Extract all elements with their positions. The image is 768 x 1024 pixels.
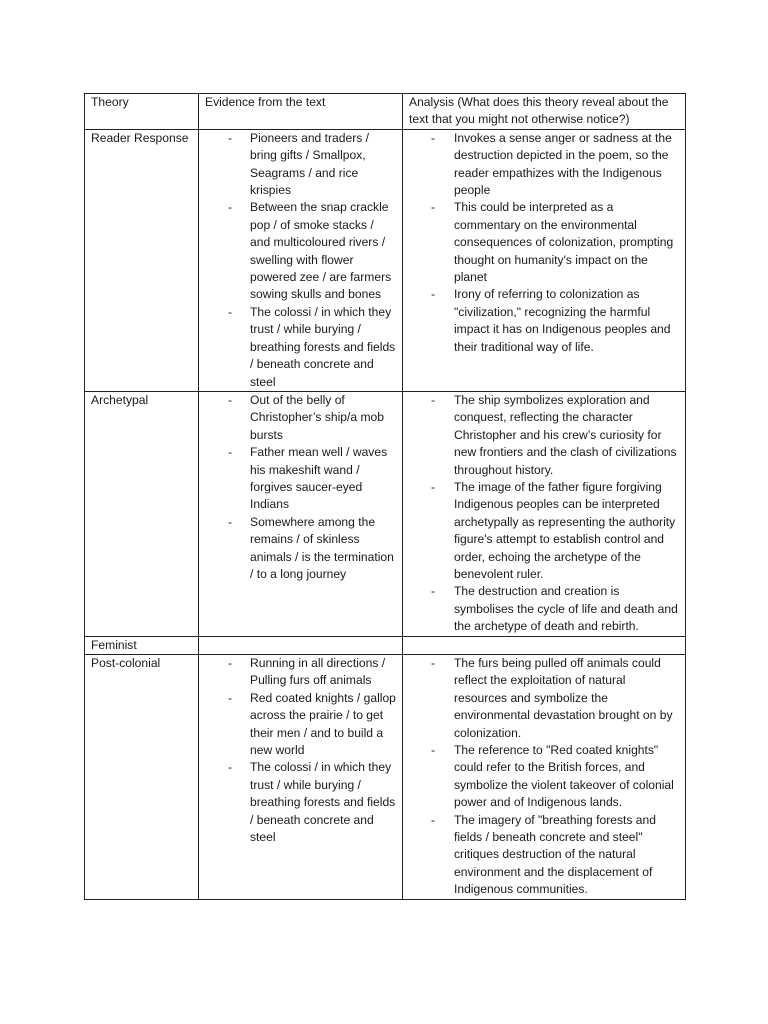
analysis-item: - The image of the father figure forgiving Indigenous peoples can be interpreted archetypally as representing the authority figure's attempt to establish control and order, echoing the archetype of the benevolent ruler. <box>409 479 680 583</box>
evidence-cell <box>199 655 403 900</box>
table-row <box>85 391 686 636</box>
evidence-item: - Between the snap crackle pop / of smoke stacks / and multicoloured rivers / swelling with flower powered zee / are farmers sowing skulls and bones <box>205 199 397 303</box>
theory-cell: Archetypal <box>85 391 199 636</box>
analysis-cell <box>403 655 686 900</box>
analysis-item: - This could be interpreted as a commentary on the environmental consequences of colonization, prompting thought on humanity's impact on the planet <box>409 199 680 286</box>
analysis-item: - The reference to "Red coated knights" could refer to the British forces, and symbolize the violent takeover of colonial power and of Indigenous lands. <box>409 742 680 812</box>
evidence-list <box>205 655 397 846</box>
evidence-list <box>205 130 397 391</box>
analysis-item: - Invokes a sense anger or sadness at the destruction depicted in the poem, so the reader empathizes with the Indigenous people <box>409 130 680 200</box>
evidence-item: - Red coated knights / gallop across the prairie / to get their men / and to build a new world <box>205 690 397 760</box>
evidence-item: - The colossi / in which they trust / while burying / breathing forests and fields / beneath concrete and steel <box>205 304 397 391</box>
evidence-item: - Out of the belly of Christopher’s ship/a mob bursts <box>205 392 397 444</box>
header-analysis: Analysis (What does this theory reveal about the text that you might not otherwise notice?) <box>403 94 686 130</box>
evidence-cell <box>199 129 403 391</box>
evidence-item: - Running in all directions / Pulling furs off animals <box>205 655 397 690</box>
header-row <box>85 94 686 130</box>
evidence-list <box>205 392 397 583</box>
theory-cell: Reader Response <box>85 129 199 391</box>
analysis-item: - The destruction and creation is symbolises the cycle of life and death and the archetype of death and rebirth. <box>409 583 680 635</box>
analysis-cell <box>403 391 686 636</box>
evidence-item: - Pioneers and traders / bring gifts / Smallpox, Seagrams / and rice krispies <box>205 130 397 200</box>
theory-analysis-table <box>84 93 686 900</box>
header-theory: Theory <box>85 94 199 130</box>
analysis-item: - The furs being pulled off animals could reflect the exploitation of natural resources and symbolize the environmental devastation brought on by colonization. <box>409 655 680 742</box>
analysis-cell <box>403 129 686 391</box>
theory-cell: Post-colonial <box>85 655 199 900</box>
evidence-item: - The colossi / in which they trust / while burying / breathing forests and fields / beneath concrete and steel <box>205 759 397 846</box>
analysis-item: - Irony of referring to colonization as "civilization," recognizing the harmful impact it has on Indigenous peoples and their traditional way of life. <box>409 286 680 356</box>
analysis-list <box>409 392 680 636</box>
analysis-cell <box>403 636 686 654</box>
table-row <box>85 655 686 900</box>
evidence-cell <box>199 636 403 654</box>
evidence-item: - Somewhere among the remains / of skinless animals / is the termination / to a long journey <box>205 514 397 584</box>
table-row <box>85 636 686 654</box>
evidence-cell <box>199 391 403 636</box>
theory-cell: Feminist <box>85 636 199 654</box>
evidence-item: - Father mean well / waves his makeshift wand / forgives saucer-eyed Indians <box>205 444 397 514</box>
table-row <box>85 129 686 391</box>
analysis-list <box>409 130 680 356</box>
analysis-item: - The imagery of "breathing forests and fields / beneath concrete and steel" critiques destruction of the natural environment and the displacement of Indigenous communities. <box>409 812 680 899</box>
analysis-list <box>409 655 680 899</box>
analysis-item: - The ship symbolizes exploration and conquest, reflecting the character Christopher and his crew’s curiosity for new frontiers and the clash of civilizations throughout history. <box>409 392 680 479</box>
header-evidence: Evidence from the text <box>199 94 403 130</box>
